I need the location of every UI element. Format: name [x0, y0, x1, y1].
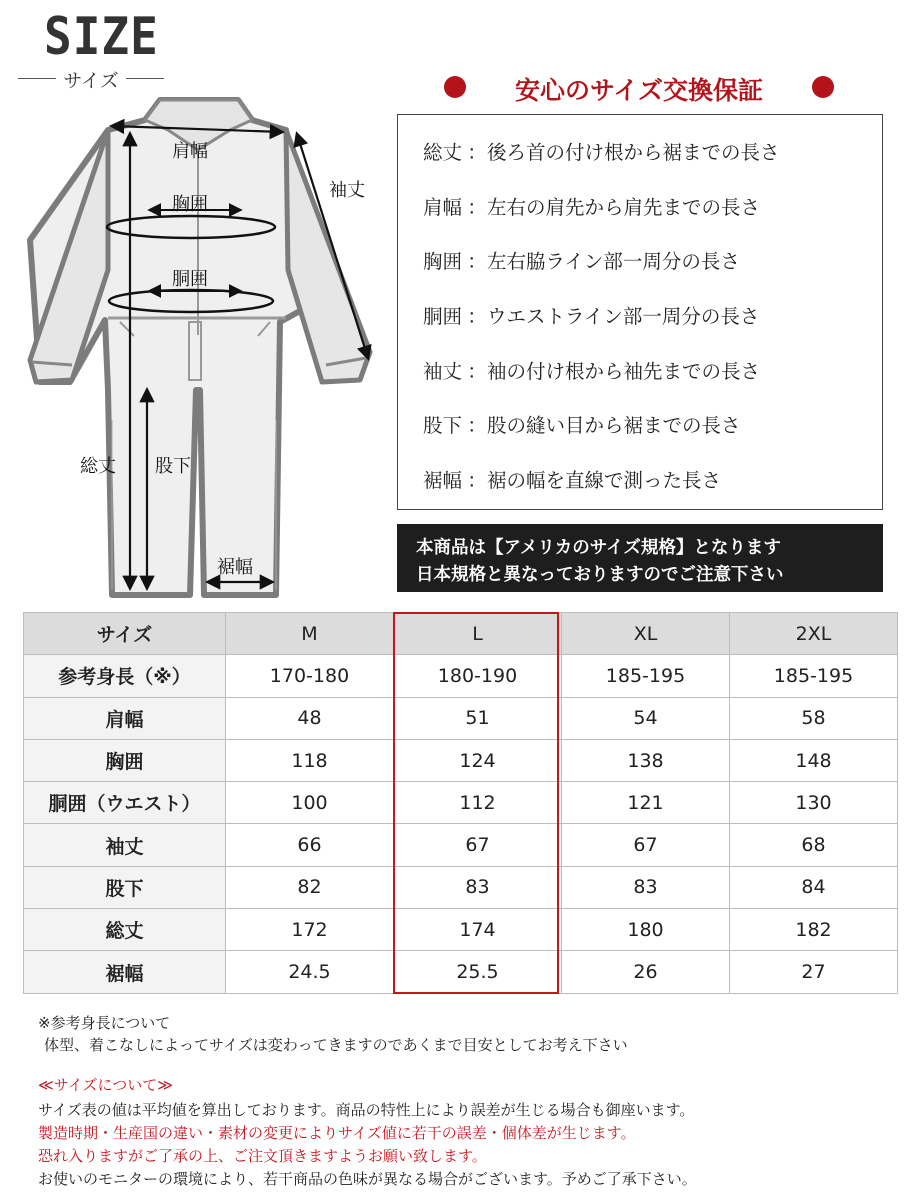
table-cell: 180: [562, 909, 730, 951]
subtitle-left-rule: [18, 78, 56, 79]
table-cell: 124: [394, 739, 562, 781]
table-cell: 112: [394, 782, 562, 824]
table-cell: 118: [226, 739, 394, 781]
size-column-header: 2XL: [730, 613, 898, 655]
table-row: [24, 866, 898, 908]
definition-desc: 袖の付け根から袖先までの長さ: [487, 360, 761, 383]
inseam-label: 股下: [155, 456, 191, 477]
definition-colon: ：: [467, 250, 487, 273]
definition-row: [423, 465, 721, 493]
size-note-line-4: お使いのモニターの環境により、若干商品の色味が異なる場合がございます。予めご了承下さい。: [38, 1170, 697, 1188]
table-row: [24, 782, 898, 824]
subtitle-right-rule: [126, 78, 164, 79]
definition-colon: ：: [467, 414, 487, 437]
table-cell: 54: [562, 697, 730, 739]
table-cell: 182: [730, 909, 898, 951]
shoulder-label: 肩幅: [172, 141, 208, 162]
definition-desc: 股の縫い目から裾までの長さ: [487, 414, 741, 437]
coverall-diagram: [0, 90, 400, 600]
hem-width-label: 裾幅: [217, 557, 253, 578]
reference-height-note-body: 体型、着こなしによってサイズは変わってきますのであくまで目安としてお考え下さい: [44, 1036, 628, 1054]
row-label: 胸囲: [24, 739, 226, 781]
size-header-corner: サイズ: [24, 613, 226, 655]
definition-colon: ：: [467, 469, 487, 492]
table-cell: 48: [226, 697, 394, 739]
row-label: 袖丈: [24, 824, 226, 866]
right-sleeve-shape: [286, 130, 370, 382]
table-cell: 172: [226, 909, 394, 951]
definition-term: 総丈: [423, 141, 463, 164]
definition-term: 肩幅: [423, 196, 463, 219]
table-row: [24, 655, 898, 697]
table-cell: 27: [730, 951, 898, 993]
table-cell: 51: [394, 697, 562, 739]
definition-desc: 左右脇ライン部一周分の長さ: [487, 250, 740, 273]
table-cell: 83: [562, 866, 730, 908]
us-sizing-notice: [397, 524, 883, 592]
notice-line-1: 本商品は【アメリカのサイズ規格】となります: [416, 538, 781, 558]
table-cell: 174: [394, 909, 562, 951]
row-label: 総丈: [24, 909, 226, 951]
size-note-line-1: サイズ表の値は平均値を算出しております。商品の特性上により誤差が生じる場合も御座います。: [38, 1101, 695, 1119]
definition-colon: ：: [467, 360, 487, 383]
table-row: [24, 697, 898, 739]
table-cell: 67: [394, 824, 562, 866]
sleeve-label: 袖丈: [329, 180, 365, 201]
row-label: 肩幅: [24, 697, 226, 739]
table-header-row: [24, 613, 898, 655]
definition-term: 胸囲: [423, 250, 463, 273]
definition-desc: 後ろ首の付け根から裾までの長さ: [487, 141, 780, 164]
table-cell: 68: [730, 824, 898, 866]
size-subtitle-group: [18, 66, 164, 90]
reference-height-note-title: ※参考身長について: [38, 1014, 171, 1032]
definition-colon: ：: [467, 196, 487, 219]
table-cell: 58: [730, 697, 898, 739]
total-length-label: 総丈: [80, 456, 116, 477]
chest-label: 胸囲: [172, 194, 208, 215]
table-cell: 148: [730, 739, 898, 781]
waist-label: 胴囲: [172, 269, 208, 290]
definition-term: 裾幅: [423, 469, 463, 492]
definition-row: [423, 356, 760, 384]
table-cell: 66: [226, 824, 394, 866]
table-cell: 100: [226, 782, 394, 824]
definition-row: [423, 301, 759, 329]
table-cell: 185-195: [730, 655, 898, 697]
definition-row: [423, 137, 780, 165]
table-cell: 25.5: [394, 951, 562, 993]
guarantee-text: 安心のサイズ交換保証: [514, 76, 763, 105]
size-subtitle: サイズ: [63, 70, 119, 92]
table-cell: 83: [394, 866, 562, 908]
definition-desc: ウエストライン部一周分の長さ: [487, 305, 760, 328]
definition-term: 胴囲: [423, 305, 463, 328]
exchange-guarantee-heading: [444, 68, 834, 108]
table-row: [24, 951, 898, 993]
table-cell: 24.5: [226, 951, 394, 993]
size-column-header: L: [394, 613, 562, 655]
definition-term: 袖丈: [423, 360, 463, 383]
size-note-line-3: 恐れ入りますがご了承の上、ご注文頂きますようお願い致します。: [38, 1147, 487, 1165]
definition-colon: ：: [467, 305, 487, 328]
notice-line-2: 日本規格と異なっておりますのでご注意下さい: [416, 565, 784, 585]
table-cell: 121: [562, 782, 730, 824]
table-cell: 138: [562, 739, 730, 781]
measurement-definitions: [397, 114, 883, 510]
table-cell: 170-180: [226, 655, 394, 697]
row-label: 裾幅: [24, 951, 226, 993]
row-label: 股下: [24, 866, 226, 908]
row-label: 参考身長（※）: [24, 655, 226, 697]
size-notes-title: ≪サイズについて≫: [38, 1076, 173, 1094]
red-dot-icon: [444, 76, 466, 98]
definition-row: [423, 192, 760, 220]
size-column-header: XL: [562, 613, 730, 655]
row-label: 胴囲（ウエスト）: [24, 782, 226, 824]
table-cell: 180-190: [394, 655, 562, 697]
size-chart-table: [23, 612, 898, 994]
table-cell: 26: [562, 951, 730, 993]
table-cell: 84: [730, 866, 898, 908]
size-column-header: M: [226, 613, 394, 655]
table-cell: 185-195: [562, 655, 730, 697]
definition-row: [423, 246, 740, 274]
table-cell: 82: [226, 866, 394, 908]
coverall-illustration: [0, 90, 400, 600]
table-cell: 130: [730, 782, 898, 824]
table-row: [24, 824, 898, 866]
definition-desc: 裾の幅を直線で測った長さ: [487, 469, 722, 492]
table-cell: 67: [562, 824, 730, 866]
definition-colon: ：: [467, 141, 487, 164]
size-title: SIZE: [44, 6, 159, 67]
table-row: [24, 909, 898, 951]
definition-term: 股下: [423, 414, 463, 437]
definition-row: [423, 410, 741, 438]
size-note-line-2: 製造時期・生産国の違い・素材の変更によりサイズ値に若干の誤差・個体差が生じます。: [38, 1124, 636, 1142]
red-dot-icon: [812, 76, 834, 98]
definition-desc: 左右の肩先から肩先までの長さ: [487, 196, 761, 219]
table-row: [24, 739, 898, 781]
